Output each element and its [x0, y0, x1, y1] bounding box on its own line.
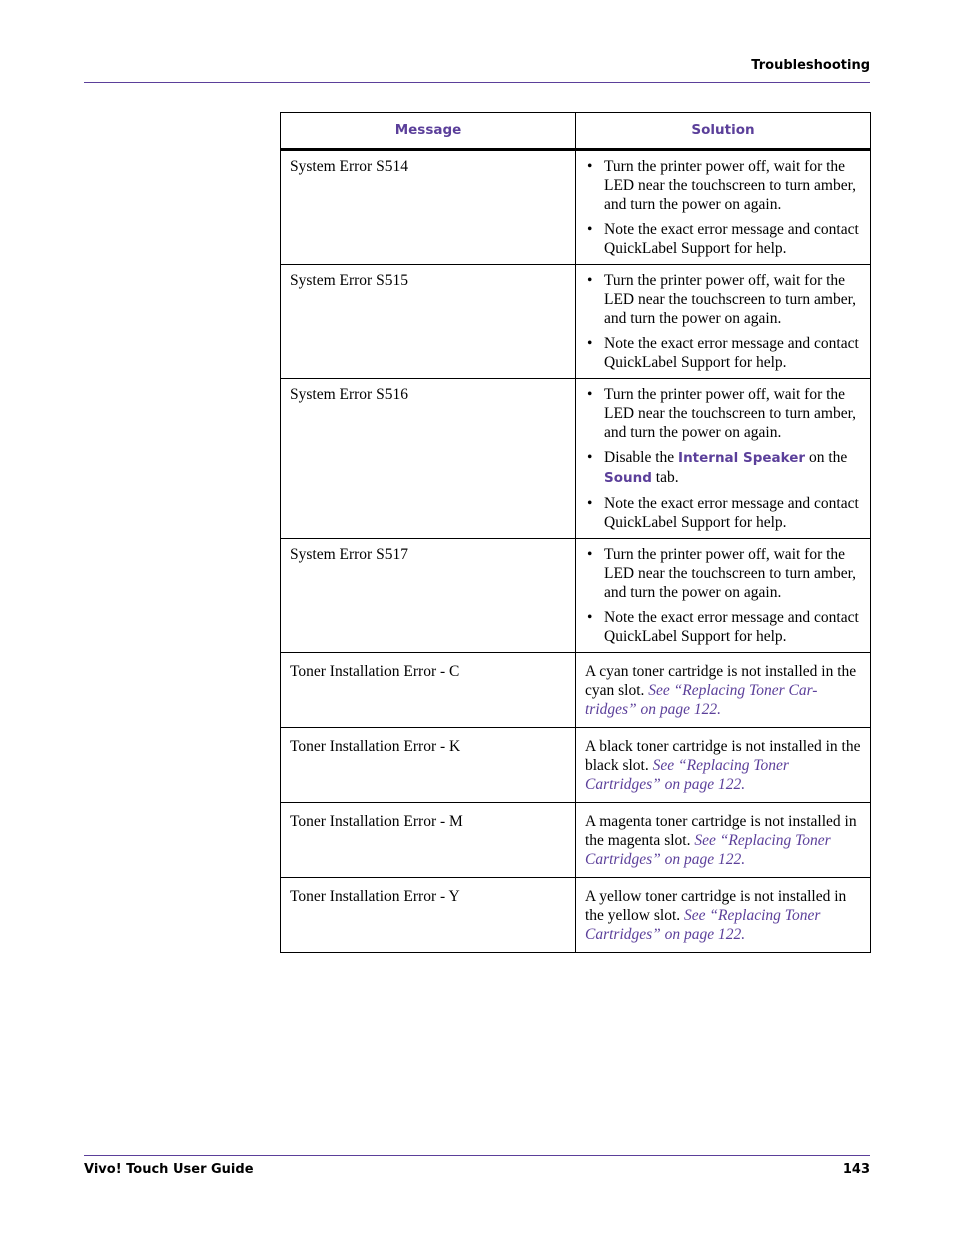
solution-list — [585, 545, 862, 646]
solution-text: A black toner cartridge is not installed in the black slot. — [585, 738, 861, 774]
table-row — [281, 728, 871, 803]
speaker-text-pre: Disable the — [604, 449, 679, 466]
solution-text: A magenta toner cartridge is not installed in the magenta slot. — [585, 813, 857, 849]
solution-bullet: • Note the exact error message and contact QuickLabel Support for help. — [585, 494, 862, 532]
page-number: 143 — [842, 1162, 870, 1177]
solution-cell — [576, 878, 871, 953]
speaker-text-post: tab. — [651, 469, 679, 486]
solution-cell — [576, 539, 871, 653]
speaker-text-mid: on the — [805, 449, 848, 466]
message-cell: System Error S515 — [281, 265, 576, 379]
table-row — [281, 653, 871, 728]
table-row — [281, 878, 871, 953]
table-row — [281, 803, 871, 878]
message-cell: System Error S516 — [281, 379, 576, 539]
cross-reference-link[interactable]: See “Replacing Toner Car-tridges” on page 122. — [585, 682, 818, 718]
table-row — [281, 150, 871, 265]
solution-list — [585, 157, 862, 258]
cross-reference-link[interactable]: See “Replacing Toner Cartridges” on page 122. — [585, 907, 821, 943]
footer-rule — [84, 1155, 870, 1156]
solution-bullet: • Turn the printer power off, wait for the LED near the touchscreen to turn amber, and turn the power on again. — [585, 545, 862, 602]
message-cell: Toner Installation Error - K — [281, 728, 576, 803]
cross-reference-link[interactable]: See “Replacing Toner Cartridges” on page 122. — [585, 757, 789, 793]
solution-bullet: • Note the exact error message and contact QuickLabel Support for help. — [585, 608, 862, 646]
message-cell: System Error S514 — [281, 150, 576, 265]
solution-bullet: • Turn the printer power off, wait for the LED near the touchscreen to turn amber, and turn the power on again. — [585, 271, 862, 328]
message-cell: Toner Installation Error - M — [281, 803, 576, 878]
troubleshooting-table — [280, 112, 871, 953]
solution-text: A yellow toner cartridge is not installed in the yellow slot. — [585, 888, 847, 924]
solution-cell — [576, 728, 871, 803]
solution-cell — [576, 653, 871, 728]
solution-cell — [576, 803, 871, 878]
table-row — [281, 539, 871, 653]
message-cell: Toner Installation Error - C — [281, 653, 576, 728]
solution-list — [585, 385, 862, 532]
solution-cell — [576, 379, 871, 539]
table-row — [281, 265, 871, 379]
column-header-solution: Solution — [576, 113, 871, 150]
table-row — [281, 379, 871, 539]
solution-bullet: • Turn the printer power off, wait for the LED near the touchscreen to turn amber, and turn the power on again. — [585, 385, 862, 442]
message-cell: Toner Installation Error - Y — [281, 878, 576, 953]
sound-tab-ui-label: Sound — [604, 470, 652, 486]
solution-bullet: • Note the exact error message and contact QuickLabel Support for help. — [585, 220, 862, 258]
solution-bullet: • Turn the printer power off, wait for the LED near the touchscreen to turn amber, and turn the power on again. — [585, 157, 862, 214]
internal-speaker-ui-label: Internal Speaker — [678, 450, 806, 466]
cross-reference-link[interactable]: See “Replacing Toner Cartridges” on page 122. — [585, 832, 831, 868]
solution-text: A cyan toner cartridge is not installed in the cyan slot. — [585, 663, 857, 699]
solution-bullet: • Note the exact error message and contact QuickLabel Support for help. — [585, 334, 862, 372]
solution-cell — [576, 265, 871, 379]
solution-cell — [576, 150, 871, 265]
message-cell: System Error S517 — [281, 539, 576, 653]
guide-title: Vivo! Touch User Guide — [84, 1162, 254, 1177]
table-header-row — [281, 113, 871, 150]
section-title: Troubleshooting — [751, 58, 870, 73]
column-header-message: Message — [281, 113, 576, 150]
solution-bullet-speaker — [585, 448, 862, 488]
solution-list — [585, 271, 862, 372]
header-rule — [84, 82, 870, 83]
